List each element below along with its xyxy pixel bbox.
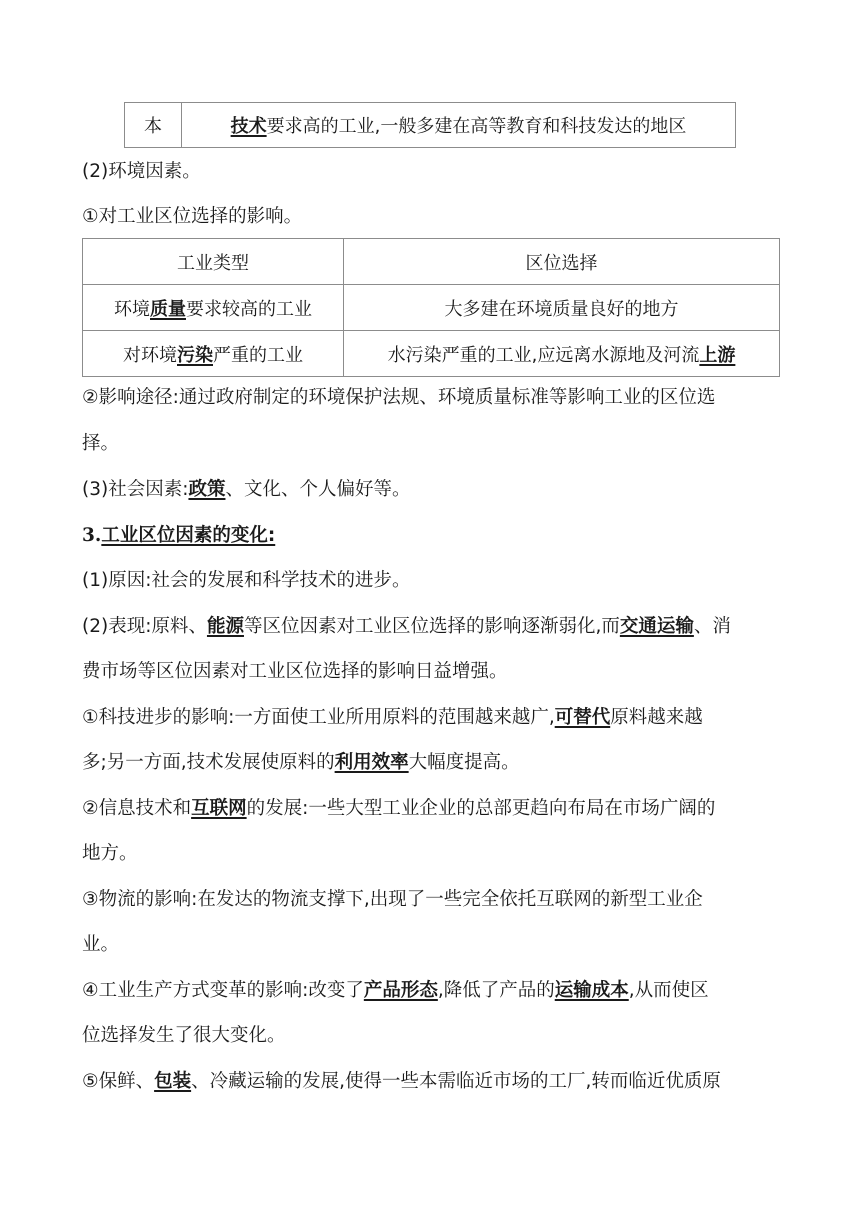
text: ,从而使区 xyxy=(628,980,709,1001)
env-sub2-line1: ②影响途径:通过政府制定的环境保护法规、环境质量标准等影响工业的区位选 xyxy=(82,387,716,408)
cell-text: 要求高的工业,一般多建在高等教育和科技发达的地区 xyxy=(266,116,687,137)
text: 、冷藏运输的发展,使得一些本需临近市场的工厂,转而临近优质原 xyxy=(191,1071,721,1092)
text: 大幅度提高。 xyxy=(408,752,520,773)
cell-text: 环境 xyxy=(114,298,150,320)
cell-text: 严重的工业 xyxy=(213,344,303,366)
text: ,降低了产品的 xyxy=(437,980,555,1001)
table-cell xyxy=(83,285,344,331)
keyword-substitute: 可替代 xyxy=(554,707,611,728)
item3-line1: ③物流的影响:在发达的物流支撑下,出现了一些完全依托互联网的新型工业企 xyxy=(82,889,703,910)
text: (2)表现:原料、 xyxy=(82,616,207,637)
keyword-tech: 技术 xyxy=(230,116,267,137)
text: (3)社会因素: xyxy=(82,479,189,500)
keyword-quality: 质量 xyxy=(150,298,186,320)
item1-line1 xyxy=(82,706,782,730)
text: 的发展:一些大型工业企业的总部更趋向布局在市场广阔的 xyxy=(246,798,716,819)
text: 多;另一方面,技术发展使原料的 xyxy=(82,752,335,773)
section3-heading xyxy=(82,524,782,548)
table-header-row xyxy=(83,239,780,285)
perf-line1 xyxy=(82,615,782,639)
section-title: 工业区位因素的变化: xyxy=(101,525,276,546)
perf-line2: 费市场等区位因素对工业区位选择的影响日益增强。 xyxy=(82,661,508,682)
keyword-packaging: 包装 xyxy=(154,1071,192,1092)
table-cell xyxy=(83,331,344,377)
env-heading: (2)环境因素。 xyxy=(82,161,201,182)
keyword-product-form: 产品形态 xyxy=(363,980,438,1001)
keyword-upstream: 上游 xyxy=(699,344,736,366)
cell-text: 对环境 xyxy=(123,344,177,366)
item5-line1 xyxy=(82,1070,782,1094)
text: 等区位因素对工业区位选择的影响逐渐弱化,而 xyxy=(243,616,620,637)
cause-line: (1)原因:社会的发展和科学技术的进步。 xyxy=(82,570,411,591)
item2-line2: 地方。 xyxy=(82,843,138,864)
text: ①科技进步的影响:一方面使工业所用原料的范围越来越广, xyxy=(82,707,555,728)
table-cell-label xyxy=(125,103,182,148)
table-cell xyxy=(344,331,780,377)
keyword-efficiency: 利用效率 xyxy=(334,752,409,773)
cell-text: 本 xyxy=(144,116,162,137)
keyword-transport-cost: 运输成本 xyxy=(554,980,629,1001)
item2-line1 xyxy=(82,797,782,821)
table-row xyxy=(125,103,736,148)
item3-line2: 业。 xyxy=(82,934,120,955)
env-impact-table xyxy=(82,238,780,377)
text: ④工业生产方式变革的影响:改变了 xyxy=(82,980,364,1001)
keyword-pollution: 污染 xyxy=(177,344,213,366)
section-number: 3. xyxy=(82,525,102,546)
text: ⑤保鲜、 xyxy=(82,1071,155,1092)
tech-factor-table xyxy=(124,102,736,148)
table-row xyxy=(83,331,780,377)
table-cell: 大多建在环境质量良好的地方 xyxy=(344,285,780,331)
cell-text: 要求较高的工业 xyxy=(186,298,312,320)
table-row xyxy=(83,285,780,331)
env-sub2-line2: 择。 xyxy=(82,433,120,454)
text: 、消 xyxy=(693,616,731,637)
header-industry-type: 工业类型 xyxy=(83,239,344,285)
table-cell-description xyxy=(182,103,736,148)
keyword-policy: 政策 xyxy=(188,479,226,500)
item1-line2 xyxy=(82,751,782,775)
env-sub1: ①对工业区位选择的影响。 xyxy=(82,206,303,227)
text: ②信息技术和 xyxy=(82,798,192,819)
item4-line2: 位选择发生了很大变化。 xyxy=(82,1025,286,1046)
item4-line1 xyxy=(82,979,782,1003)
keyword-energy: 能源 xyxy=(206,616,244,637)
social-factors xyxy=(82,478,782,502)
keyword-transport: 交通运输 xyxy=(619,616,694,637)
text: 原料越来越 xyxy=(610,707,703,728)
cell-text: 水污染严重的工业,应远离水源地及河流 xyxy=(387,344,700,366)
keyword-internet: 互联网 xyxy=(191,798,247,819)
header-location-choice: 区位选择 xyxy=(344,239,780,285)
text: 、文化、个人偏好等。 xyxy=(225,479,411,500)
